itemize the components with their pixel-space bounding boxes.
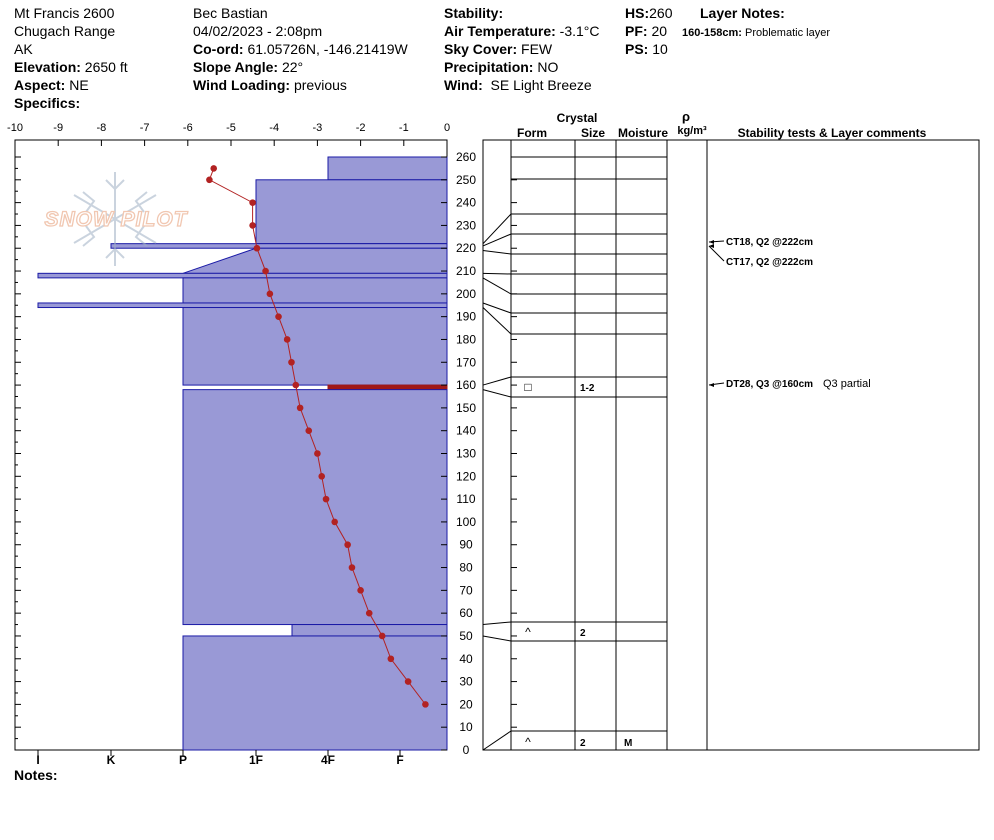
depth-tick-label: 10 (459, 720, 473, 735)
temperature-point (267, 291, 274, 298)
depth-tick-label: 110 (456, 492, 476, 507)
layer-bar (328, 157, 447, 180)
hs-label: HS: (625, 5, 650, 21)
wind-label: Wind: (444, 77, 483, 93)
depth-tick-label: 230 (455, 218, 477, 233)
header-size: Size (580, 126, 606, 140)
header-comments: Stability tests & Layer comments (737, 126, 927, 140)
temp-tick-label: -1 (398, 122, 409, 134)
depth-tick-label: 120 (455, 469, 477, 484)
temperature-point (305, 427, 312, 434)
pf-label: PF: (625, 23, 648, 39)
temp-tick-label: -7 (139, 122, 150, 134)
hardness-tick-label: K (106, 753, 116, 767)
slope-value: 22° (281, 59, 304, 75)
connector-line (483, 377, 511, 385)
layer-bar (183, 308, 447, 386)
temperature-point (297, 405, 304, 412)
stability-test-note: Q3 partial (823, 378, 871, 390)
grain-size: 1-2 (580, 383, 595, 394)
depth-tick-label: 140 (455, 423, 477, 438)
precip-value: NO (537, 59, 559, 75)
layer-note-text: Problematic layer (745, 27, 830, 39)
temp-tick-label: -2 (355, 122, 366, 134)
connector-line (483, 731, 511, 750)
layer-table-frame (483, 140, 979, 750)
temperature-point (314, 450, 321, 457)
depth-tick-label: 240 (455, 195, 477, 210)
coord-label: Co-ord: (193, 41, 244, 57)
state: AK (14, 41, 33, 57)
connector-line (483, 278, 511, 294)
temperature-point (284, 336, 291, 343)
depth-tick-label: 160 (455, 378, 477, 393)
snowpilot-watermark (45, 172, 189, 266)
connector-line (483, 251, 511, 254)
temperature-point (254, 245, 261, 252)
temp-tick-label: -3 (312, 122, 323, 134)
pf-value: 20 (651, 23, 668, 39)
depth-tick-label: 50 (459, 628, 473, 643)
header-density-unit: kg/m³ (677, 125, 707, 137)
temperature-point (262, 268, 269, 275)
depth-tick-label: 200 (455, 286, 477, 301)
ps-value: 10 (652, 41, 668, 57)
depth-tick-label: 0 (462, 743, 470, 757)
temperature-point (388, 655, 395, 662)
depth-tick-label: 90 (459, 537, 473, 552)
temp-tick-label: -4 (269, 122, 280, 134)
temperature-point (249, 222, 256, 229)
temperature-point (331, 519, 338, 526)
arrow-head-icon (709, 383, 714, 387)
observer-name: Bec Bastian (193, 5, 268, 21)
temperature-point (288, 359, 295, 366)
temp-tick-label: -10 (7, 122, 23, 134)
temperature-point (206, 177, 213, 184)
layer-bar (183, 278, 447, 303)
grain-form-symbol: □ (524, 380, 532, 394)
temperature-point (422, 701, 429, 708)
depth-tick-label: 70 (459, 583, 473, 598)
layer-bar (38, 303, 447, 308)
temp-tick-label: -5 (226, 122, 236, 134)
elevation-label: Elevation: (14, 59, 81, 75)
aspect-label: Aspect: (14, 77, 66, 93)
layer-notes-title: Layer Notes: (700, 5, 785, 21)
wind-value: SE Light Breeze (490, 77, 592, 93)
stability-test-label: CT18, Q2 @222cm (726, 237, 814, 248)
coord-value: 61.05726N, -146.21419W (247, 41, 408, 57)
temperature-point (405, 678, 412, 685)
watermark-text: SNOW PILOT (44, 208, 188, 231)
air-temp-label: Air Temperature: (444, 23, 556, 39)
mountain-range: Chugach Range (14, 23, 116, 39)
stability-arrow-line (709, 246, 724, 261)
depth-tick-label: 80 (459, 560, 473, 575)
depth-tick-label: 20 (459, 697, 473, 712)
connector-line (483, 390, 511, 397)
temp-tick-label: -6 (182, 122, 193, 134)
header-form: Form (517, 126, 547, 140)
temperature-point (344, 541, 351, 548)
depth-tick-label: 260 (455, 150, 477, 164)
hardness-tick-label: P (178, 753, 188, 767)
temperature-point (249, 199, 256, 206)
notes-label-text: Notes: (14, 767, 58, 783)
hardness-tick-label: I (36, 753, 40, 767)
layer-bar (183, 390, 447, 625)
depth-tick-label: 40 (459, 651, 473, 666)
arrow-head-icon (709, 240, 714, 244)
moisture-value: M (624, 738, 633, 749)
temperature-point (366, 610, 373, 617)
temp-tick-label: -8 (96, 122, 107, 134)
wind-loading-label: Wind Loading: (193, 77, 291, 93)
layer-bar (38, 273, 447, 278)
hs-value: 260 (649, 5, 673, 21)
layer-bar (292, 625, 447, 636)
header-moisture: Moisture (617, 126, 669, 140)
header-crystal: Crystal (556, 111, 598, 125)
depth-tick-label: 250 (455, 172, 477, 187)
depth-tick-label: 130 (455, 446, 477, 461)
grain-size: 2 (580, 628, 586, 639)
temperature-point (210, 165, 217, 172)
temperature-point (357, 587, 364, 594)
observation-datetime: 04/02/2023 - 2:08pm (193, 23, 323, 39)
sky-value: FEW (521, 41, 553, 57)
elevation-value: 2650 ft (84, 59, 128, 75)
stability-label: Stability: (444, 5, 504, 21)
hardness-tick-label: 1F (248, 753, 264, 767)
temperature-point (323, 496, 330, 503)
connector-line (483, 214, 511, 244)
depth-tick-label: 30 (459, 674, 473, 689)
temp-tick-label: -9 (53, 122, 64, 134)
layer-bar (256, 180, 447, 244)
layer-note-range: 160-158cm: (682, 27, 742, 39)
layer-bar (111, 244, 447, 249)
connector-line (483, 273, 511, 274)
depth-tick-label: 210 (455, 264, 477, 279)
temperature-point (349, 564, 356, 571)
wind-loading-value: previous (293, 77, 347, 93)
layer-bar (183, 248, 447, 273)
temperature-point (318, 473, 325, 480)
depth-tick-label: 60 (459, 606, 473, 621)
temperature-point (275, 313, 282, 320)
header-rho: ρ (681, 109, 691, 124)
hardness-tick-label: 4F (320, 753, 336, 767)
problematic-layer-bar (328, 385, 447, 390)
stability-test-label: CT17, Q2 @222cm (726, 257, 814, 268)
depth-tick-label: 150 (455, 400, 477, 415)
depth-tick-label: 100 (455, 514, 477, 529)
temperature-point (379, 633, 386, 640)
depth-tick-label: 180 (455, 332, 477, 347)
location-name: Mt Francis 2600 (14, 5, 115, 21)
connector-line (483, 622, 511, 625)
depth-tick-label: 190 (455, 309, 477, 324)
connector-line (483, 234, 511, 246)
layer-bar (183, 636, 447, 750)
connector-line (483, 636, 511, 641)
slope-label: Slope Angle: (193, 59, 279, 75)
temperature-point (293, 382, 300, 389)
depth-tick-label: 170 (455, 355, 477, 370)
ps-label: PS: (625, 41, 649, 57)
aspect-value: NE (69, 77, 89, 93)
grain-size: 2 (580, 738, 586, 749)
specifics-label: Specifics: (14, 95, 81, 111)
depth-tick-label: 220 (455, 241, 477, 256)
stability-test-label: DT28, Q3 @160cm (726, 379, 814, 390)
grain-form-symbol: ^ (525, 625, 531, 639)
sky-label: Sky Cover: (444, 41, 518, 57)
air-temp-value: -3.1°C (559, 23, 600, 39)
precip-label: Precipitation: (444, 59, 534, 75)
temp-tick-label: 0 (443, 122, 451, 134)
grain-form-symbol: ^ (525, 735, 531, 749)
hardness-tick-label: F (396, 753, 404, 767)
